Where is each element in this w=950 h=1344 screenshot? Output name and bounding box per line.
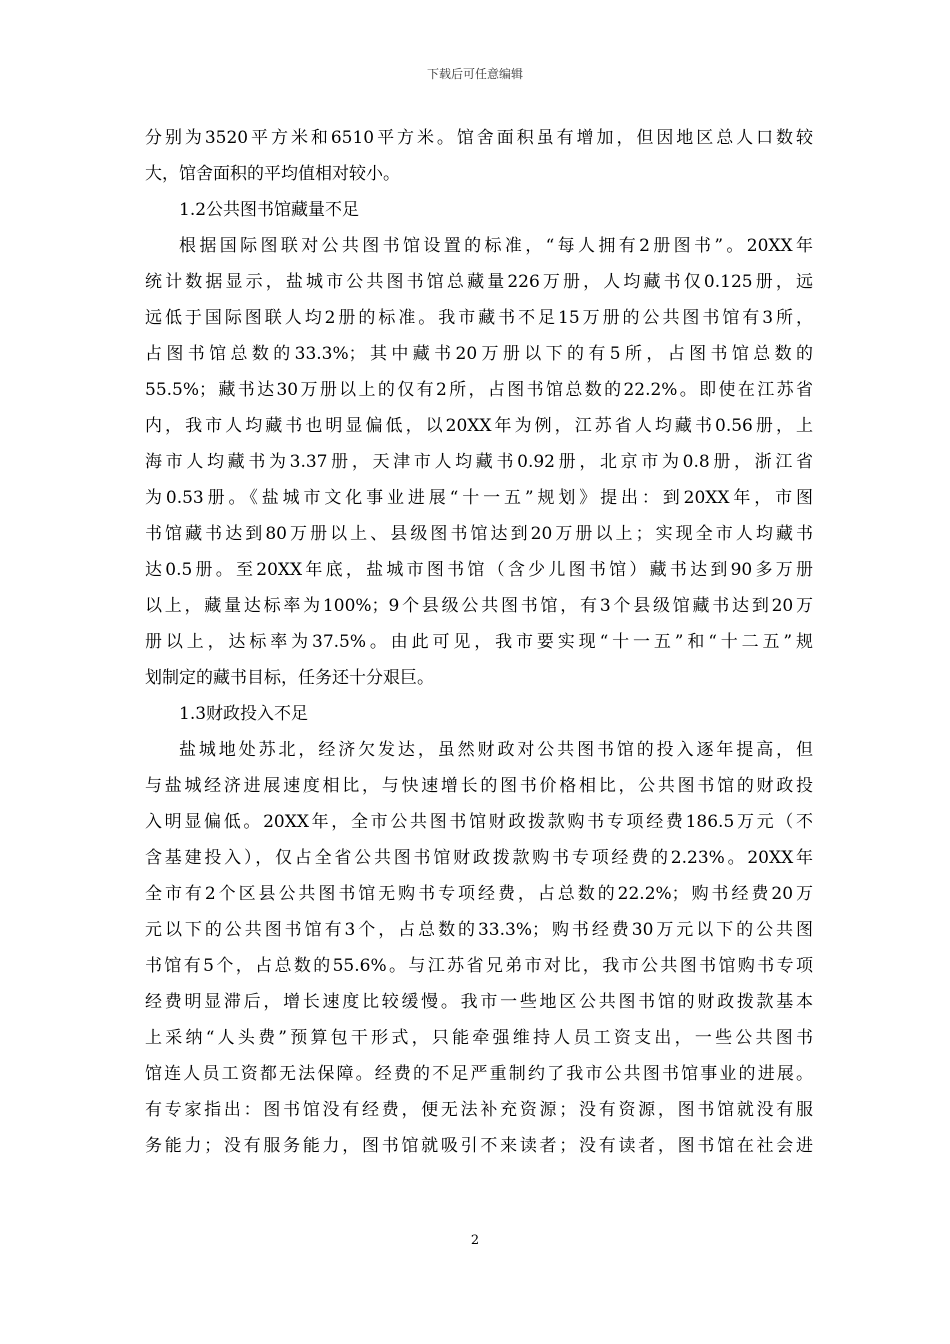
text-line: 上采纳“人头费”预算包干形式，只能牵强维持人员工资支出，一些公共图书 xyxy=(145,1028,813,1048)
text-line: 为0.53册。《盐城市文化事业进展“十一五”规划》提出：到20XX年，市图 xyxy=(145,488,813,508)
text-line: 统计数据显示，盐城市公共图书馆总藏量226万册，人均藏书仅0.125册，远 xyxy=(145,272,813,292)
paragraph xyxy=(145,228,813,696)
text-line: 根据国际图联对公共图书馆设置的标准，“每人拥有2册图书”。20XX年 xyxy=(179,236,813,256)
text-line: 划制定的藏书目标，任务还十分艰巨。 xyxy=(145,668,434,688)
text-line: 内，我市人均藏书也明显偏低，以20XX年为例，江苏省人均藏书0.56册，上 xyxy=(145,416,813,436)
text-line: 馆连人员工资都无法保障。经费的不足严重制约了我市公共图书馆事业的进展。 xyxy=(145,1064,813,1084)
text-line: 55.5%；藏书达30万册以上的仅有2所，占图书馆总数的22.2%。即使在江苏省 xyxy=(145,380,813,400)
text-line: 务能力；没有服务能力，图书馆就吸引不来读者；没有读者，图书馆在社会进 xyxy=(145,1136,813,1156)
text-line: 大，馆舍面积的平均值相对较小。 xyxy=(145,164,400,184)
page-number: 2 xyxy=(470,1233,480,1248)
text-line: 含基建投入），仅占全省公共图书馆财政拨款购书专项经费的2.23%。20XX年 xyxy=(145,848,813,868)
paragraph xyxy=(145,732,813,1164)
text-line: 远低于国际图联人均2册的标准。我市藏书不足15万册的公共图书馆有3所， xyxy=(145,308,813,328)
text-line: 入明显偏低。20XX年，全市公共图书馆财政拨款购书专项经费186.5万元（不 xyxy=(145,812,813,832)
text-line: 册以上，达标率为37.5%。由此可见，我市要实现“十一五”和“十二五”规 xyxy=(145,632,813,652)
page-header xyxy=(0,66,950,82)
paragraph xyxy=(145,120,813,192)
page-footer xyxy=(0,1233,950,1249)
section-heading xyxy=(145,192,813,228)
section-heading-text: 1.3财政投入不足 xyxy=(179,704,309,724)
section-heading-text: 1.2公共图书馆藏量不足 xyxy=(179,200,360,220)
document-body xyxy=(145,120,813,1164)
text-line: 有专家指出：图书馆没有经费，便无法补充资源；没有资源，图书馆就没有服 xyxy=(145,1100,813,1120)
text-line: 占图书馆总数的33.3%；其中藏书20万册以下的有5所，占图书馆总数的 xyxy=(145,344,813,364)
text-line: 全市有2个区县公共图书馆无购书专项经费，占总数的22.2%；购书经费20万 xyxy=(145,884,813,904)
text-line: 盐城地处苏北，经济欠发达，虽然财政对公共图书馆的投入逐年提高，但 xyxy=(179,740,813,760)
text-line: 与盐城经济进展速度相比，与快速增长的图书价格相比，公共图书馆的财政投 xyxy=(145,776,813,796)
text-line: 书馆藏书达到80万册以上、县级图书馆达到20万册以上；实现全市人均藏书 xyxy=(145,524,813,544)
text-line: 分别为3520平方米和6510平方米。馆舍面积虽有增加，但因地区总人口数较 xyxy=(145,128,813,148)
text-line: 元以下的公共图书馆有3个，占总数的33.3%；购书经费30万元以下的公共图 xyxy=(145,920,813,940)
text-line: 海市人均藏书为3.37册，天津市人均藏书0.92册，北京市为0.8册，浙江省 xyxy=(145,452,813,472)
text-line: 书馆有5个，占总数的55.6%。与江苏省兄弟市对比，我市公共图书馆购书专项 xyxy=(145,956,813,976)
text-line: 达0.5册。至20XX年底，盐城市图书馆（含少儿图书馆）藏书达到90多万册 xyxy=(145,560,813,580)
header-text: 下载后可任意编辑 xyxy=(426,67,523,81)
text-line: 经费明显滞后，增长速度比较缓慢。我市一些地区公共图书馆的财政拨款基本 xyxy=(145,992,813,1012)
section-heading xyxy=(145,696,813,732)
text-line: 以上，藏量达标率为100%；9个县级公共图书馆，有3个县级馆藏书达到20万 xyxy=(145,596,813,616)
